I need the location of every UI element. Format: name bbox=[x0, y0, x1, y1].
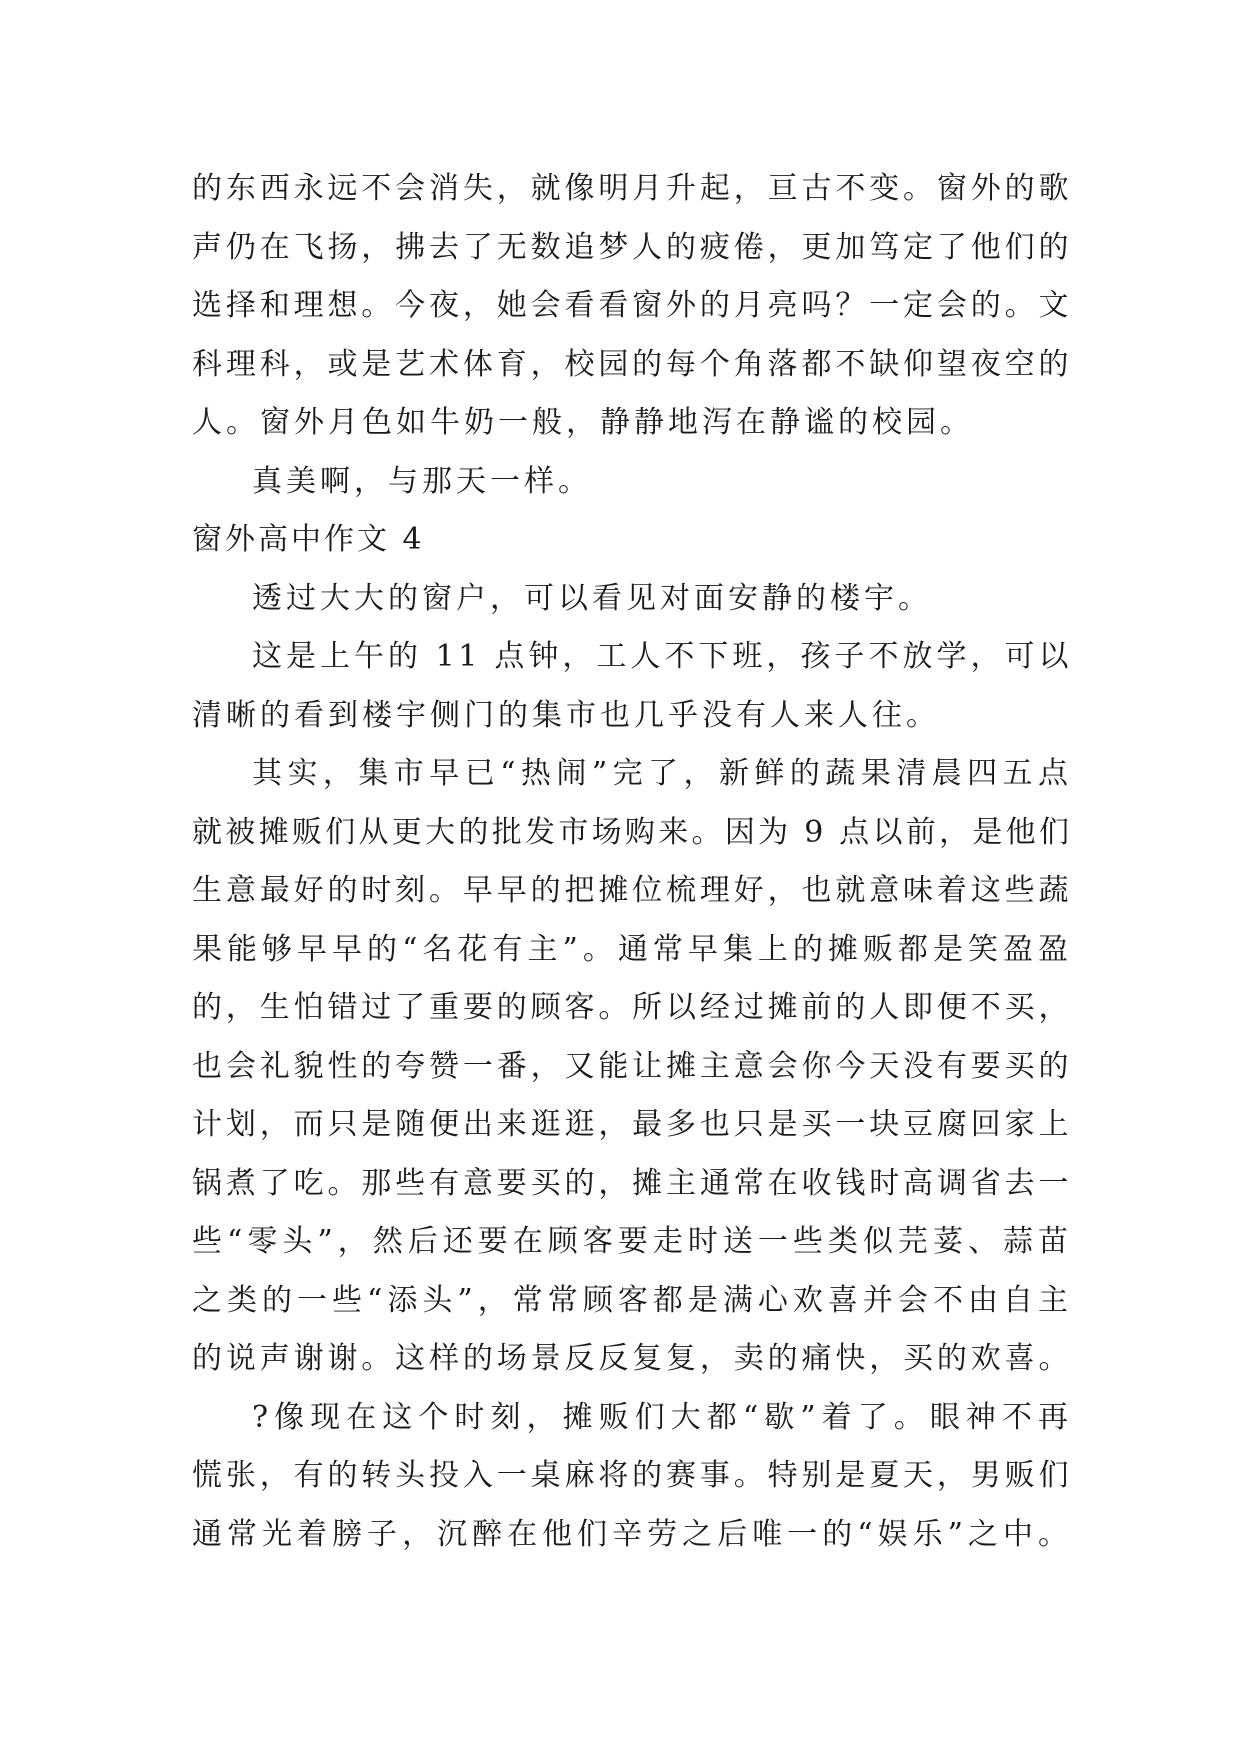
text-line: 人。窗外月色如牛奶一般，静静地泻在静谧的校园。 bbox=[192, 405, 974, 440]
text-line: 选择和理想。今夜，她会看看窗外的月亮吗？一定会的。文 bbox=[192, 288, 1072, 323]
text-line: 之类的一些“添头”，常常顾客都是满心欢喜并会不由自主 bbox=[192, 1282, 1072, 1318]
text-line: 果能够早早的“名花有主”。通常早集上的摊贩都是笑盈盈 bbox=[192, 931, 1072, 967]
text-line: 就被摊贩们从更大的批发市场购来。因为 9 点以前，是他们 bbox=[192, 814, 1072, 850]
text-line: 生意最好的时刻。早早的把摊位梳理好，也就意味着这些蔬 bbox=[192, 873, 1072, 908]
text-line: 的，生怕错过了重要的顾客。所以经过摊前的人即便不买， bbox=[192, 990, 1072, 1025]
text-line: 通常光着膀子，沉醉在他们辛劳之后唯一的“娱乐”之中。 bbox=[192, 1516, 1072, 1552]
text-line: 慌张，有的转头投入一桌麻将的赛事。特别是夏天，男贩们 bbox=[192, 1458, 1072, 1493]
text-line: 锅煮了吃。那些有意要买的，摊主通常在收钱时高调省去一 bbox=[192, 1165, 1072, 1201]
text-line: 些“零头”，然后还要在顾客要走时送一些类似芫荽、蒜苗 bbox=[192, 1224, 1072, 1259]
section-heading: 窗外高中作文 4 bbox=[192, 522, 425, 557]
text-line: 科理科，或是艺术体育，校园的每个角落都不缺仰望夜空的 bbox=[192, 346, 1072, 382]
text-line: 计划，而只是随便出来逛逛，最多也只是买一块豆腐回家上 bbox=[192, 1107, 1072, 1142]
text-line: 透过大大的窗户，可以看见对面安静的楼宇。 bbox=[252, 580, 932, 616]
text-line: 这是上午的 11 点钟，工人不下班，孩子不放学，可以 bbox=[252, 639, 1072, 674]
text-line: 真美啊，与那天一样。 bbox=[252, 463, 592, 499]
text-line: 也会礼貌性的夸赞一番，又能让摊主意会你今天没有要买的 bbox=[192, 1048, 1072, 1084]
text-line: 声仍在飞扬，拂去了无数追梦人的疲倦，更加笃定了他们的 bbox=[192, 229, 1072, 265]
text-line: 清晰的看到楼宇侧门的集市也几乎没有人来人往。 bbox=[192, 697, 940, 733]
body-text bbox=[192, 160, 1072, 1564]
text-line: 的说声谢谢。这样的场景反反复复，卖的痛快，买的欢喜。 bbox=[192, 1341, 1072, 1376]
text-line: ?像现在这个时刻，摊贩们大都“歇”着了。眼神不再 bbox=[252, 1399, 1072, 1435]
text-line: 其实，集市早已“热闹”完了，新鲜的蔬果清晨四五点 bbox=[252, 756, 1072, 791]
text-line: 的东西永远不会消失，就像明月升起，亘古不变。窗外的歌 bbox=[192, 171, 1072, 206]
